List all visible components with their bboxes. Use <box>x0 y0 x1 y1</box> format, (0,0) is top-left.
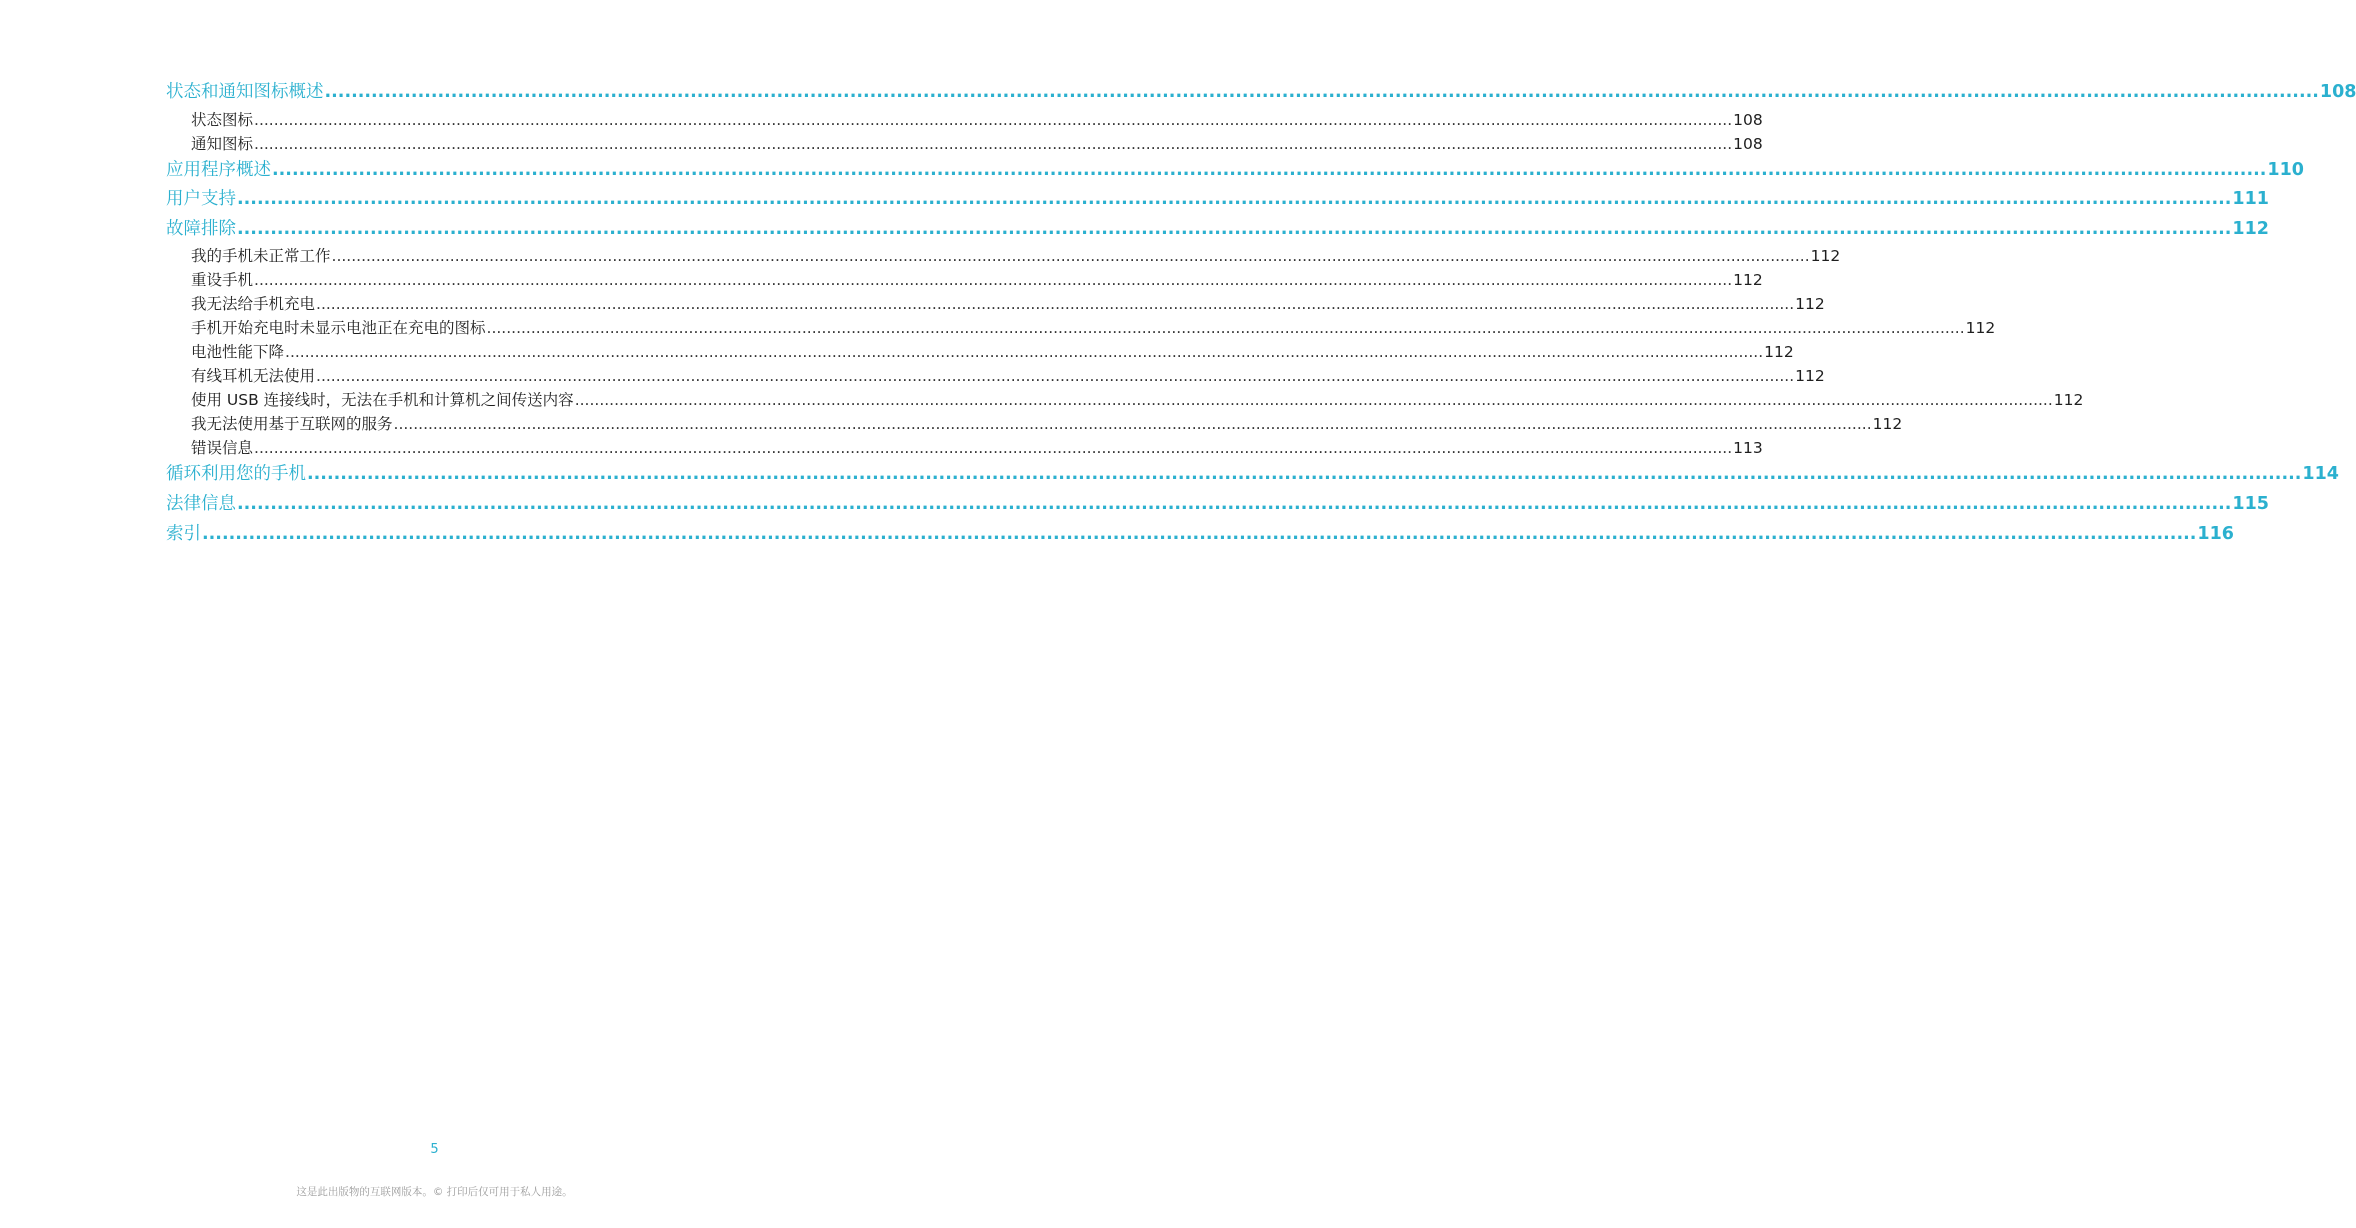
toc-entry-page: 112 <box>1965 319 1996 338</box>
toc-entry-title: 循环利用您的手机 <box>166 464 306 485</box>
footer-note: 这是此出版物的互联网版本。© 打印后仅可用于私人用途。 <box>296 1186 573 1198</box>
toc-leader-dots: ............................................................................................................................................................................................................................................................................................................ <box>574 391 2053 410</box>
toc-leader-dots: ............................................................................................................................................................................................................................................................................................................ <box>254 134 1733 153</box>
toc-entry-title: 手机开始充电时未显示电池正在充电的图标 <box>191 319 486 338</box>
toc-entry[interactable] <box>166 244 1841 268</box>
toc-entry-title: 使用 USB 连接线时，无法在手机和计算机之间传送内容 <box>191 391 574 410</box>
toc-entry-title: 索引 <box>166 523 201 544</box>
toc-leader-dots: ............................................................................................................................................................................................................................................................................................................ <box>307 464 2302 485</box>
toc-entry-page: 112 <box>1810 247 1841 266</box>
toc-entry-title: 通知图标 <box>191 134 254 153</box>
toc-leader-dots: ............................................................................................................................................................................................................................................................................................................ <box>237 218 2232 239</box>
toc-entry-page: 112 <box>1764 343 1794 362</box>
toc-entry[interactable] <box>166 340 1794 364</box>
toc-entry[interactable] <box>166 78 2356 108</box>
toc-entry[interactable] <box>166 108 1763 132</box>
toc-entry[interactable] <box>166 316 1996 340</box>
toc-entry[interactable] <box>166 132 1763 156</box>
toc-entry-page: 116 <box>2197 523 2234 544</box>
toc-entry-page: 113 <box>1733 439 1763 458</box>
toc-entry-title: 电池性能下降 <box>191 343 285 362</box>
toc-entry-page: 112 <box>2232 218 2269 239</box>
toc-leader-dots: ............................................................................................................................................................................................................................................................................................................ <box>237 493 2232 514</box>
toc-entry-title: 错误信息 <box>191 439 254 458</box>
toc-entry[interactable] <box>166 364 1825 388</box>
toc-entry[interactable] <box>166 388 2084 412</box>
toc-leader-dots: ............................................................................................................................................................................................................................................................................................................ <box>393 415 1872 434</box>
page-number: 5 <box>430 1142 439 1157</box>
toc-entry-title: 有线耳机无法使用 <box>191 367 316 386</box>
toc-entry-page: 115 <box>2232 493 2269 514</box>
toc-entry-title: 我无法给手机充电 <box>191 295 316 314</box>
toc-entry-page: 112 <box>2053 391 2084 410</box>
toc-leader-dots: ............................................................................................................................................................................................................................................................................................................ <box>486 319 1965 338</box>
toc-entry-page: 108 <box>2319 82 2356 102</box>
toc-entry-title: 我的手机未正常工作 <box>191 247 331 266</box>
toc-leader-dots: ............................................................................................................................................................................................................................................................................................................ <box>316 295 1795 314</box>
toc-entry-title: 故障排除 <box>166 218 236 239</box>
toc-entry-page: 108 <box>1733 134 1763 153</box>
toc-entry-page: 112 <box>1872 415 1903 434</box>
toc-leader-dots: ............................................................................................................................................................................................................................................................................................................ <box>237 189 2232 210</box>
toc-entry-title: 法律信息 <box>166 493 236 514</box>
toc-entry[interactable] <box>166 156 2304 186</box>
toc-entry[interactable] <box>166 490 2269 520</box>
toc-entry-title: 我无法使用基于互联网的服务 <box>191 415 393 434</box>
toc-entry[interactable] <box>166 436 1763 460</box>
toc-leader-dots: ............................................................................................................................................................................................................................................................................................................ <box>202 523 2197 544</box>
toc-entry[interactable] <box>166 185 2269 215</box>
toc-leader-dots: ............................................................................................................................................................................................................................................................................................................ <box>254 110 1733 129</box>
toc-entry[interactable] <box>166 215 2269 245</box>
toc-entry[interactable] <box>166 268 1763 292</box>
toc-leader-dots: ............................................................................................................................................................................................................................................................................................................ <box>254 439 1733 458</box>
toc-entry-title: 用户支持 <box>166 189 236 210</box>
toc-entry-page: 112 <box>1795 295 1825 314</box>
toc-entry-page: 108 <box>1733 110 1763 129</box>
toc-entry-title: 状态和通知图标概述 <box>166 82 324 102</box>
toc-entry-page: 111 <box>2232 189 2269 210</box>
toc-leader-dots: ............................................................................................................................................................................................................................................................................................................ <box>331 247 1810 266</box>
toc-leader-dots: ............................................................................................................................................................................................................................................................................................................ <box>285 343 1764 362</box>
toc-entry-page: 112 <box>1795 367 1825 386</box>
toc-entry[interactable] <box>166 520 2234 550</box>
toc-entry-title: 重设手机 <box>191 271 254 290</box>
toc-leader-dots: ............................................................................................................................................................................................................................................................................................................ <box>324 82 2319 102</box>
toc-entry[interactable] <box>166 460 2339 490</box>
toc-leader-dots: ............................................................................................................................................................................................................................................................................................................ <box>272 159 2267 180</box>
toc-entry-page: 112 <box>1733 271 1763 290</box>
toc-entry-page: 110 <box>2267 159 2304 180</box>
toc-leader-dots: ............................................................................................................................................................................................................................................................................................................ <box>254 271 1733 290</box>
toc-entry-page: 114 <box>2302 464 2339 485</box>
table-of-contents <box>166 78 2356 549</box>
toc-entry[interactable] <box>166 292 1825 316</box>
toc-entry-title: 应用程序概述 <box>166 159 271 180</box>
toc-entry[interactable] <box>166 412 1903 436</box>
toc-leader-dots: ............................................................................................................................................................................................................................................................................................................ <box>316 367 1795 386</box>
toc-entry-title: 状态图标 <box>191 110 254 129</box>
